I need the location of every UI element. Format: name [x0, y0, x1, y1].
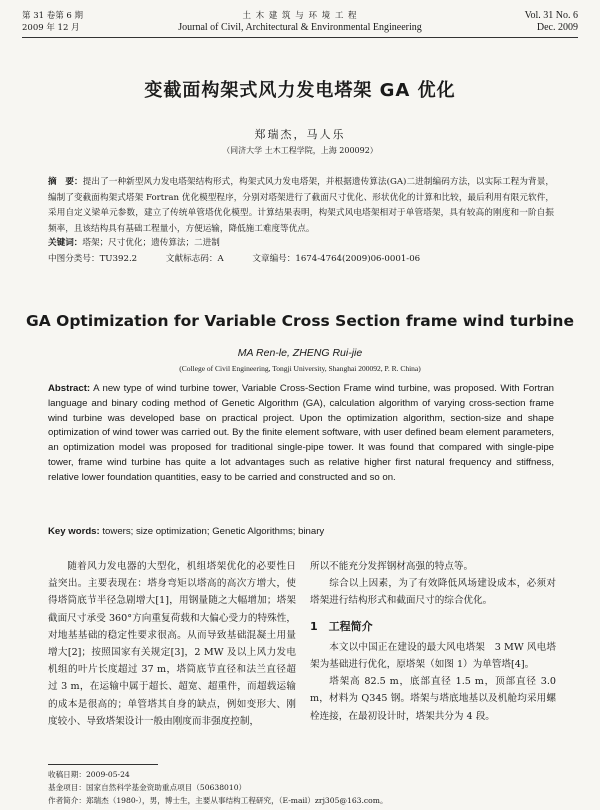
header-date-en: Dec. 2009: [536, 22, 578, 33]
header-date-cn: 2009 年 12 月: [22, 23, 80, 33]
authors-en: MA Ren-le, ZHENG Rui-jie: [237, 347, 363, 359]
keywords-en: [48, 526, 554, 537]
header-volume-info-en: [525, 10, 578, 34]
body-paragraph: 塔架高 82.5 m，底部直径 1.5 m，顶部直径 3.0 m，材料为 Q345 钢。塔架与塔底地基以及机舱均采用螺栓连接，在最初设计时，塔架共分为 4 段。: [310, 676, 556, 722]
header-volume-en: Vol. 31 No. 6: [524, 10, 578, 21]
keywords-cn: [48, 236, 554, 251]
paper-title-cn: 变截面构架式风力发电塔架 GA 优化: [144, 80, 456, 101]
section-heading: 1 工程简介: [310, 619, 373, 633]
keywords-cn-label: 关键词：: [48, 238, 83, 248]
footnote-author: 作者简介：郑瑞杰（1980-），男，博士生，主要从事结构工程研究，（E-mail）zrj305@163.com。: [48, 796, 388, 805]
abstract-en: [48, 382, 554, 486]
body-paragraph: 随着风力发电器的大型化，机组塔架优化的必要性日益突出。主要表现在：塔身弯矩以塔高的高次方增大，使得塔筒底节半径急剧增大[1]，用钢量随之大幅增加；塔架截面尺寸承受 360°方向重复荷载和大偏心受力的特殊性，对地基基础的稳定性要求很高。从而导致基础混凝土用量增大[2]；按照国家有关规定[3]，2 MW 及以上风力发电机组的叶片长度超过 37 m，塔筒底节直径和法兰直径超过 3 m，在运输中属于超长、超宽、超重件，而超载运输的成本是很高的；单管塔其自身的缺点，例如变形大、刚度较小、导致塔架设计一般由刚度而非强度控制，: [48, 561, 296, 727]
header-journal-name: [22, 10, 578, 34]
affiliation-en: (College of Civil Engineering, Tongji University, Shanghai 200092, P. R. China): [179, 364, 421, 373]
authors-cn: 郑瑞杰，马人乐: [254, 128, 346, 141]
classification-line: [48, 252, 554, 264]
paper-title-en: GA Optimization for Variable Cross Section frame wind turbine: [26, 312, 574, 330]
header-volume: 第 31 卷第 6 期: [22, 11, 84, 21]
footnote-received: 收稿日期：2009-05-24: [48, 770, 130, 779]
abstract-cn-text: 提出了一种新型风力发电塔架结构形式，构架式风力发电塔架，并根据遗传算法(GA)二进制编码方法，以实际工程为背景，编制了变截面构架式塔架 Fortran 优化模型程序，分别对塔架进行了截面尺寸优化、形状优化的计算和比较，最后利用有限元软件，采用自定义梁单元参数，建立了传统单管塔优化模型。计算结果表明，构架式风电塔架相对于单管塔架，具有较高的刚度和一阶自振频率，且该结构具有基础工程量小，方便运输，降低施工难度等优点。: [48, 177, 554, 234]
footnote-rule: [48, 764, 158, 765]
keywords-en-text: towers; size optimization; Genetic Algorithms; binary: [99, 526, 325, 537]
keywords-en-label: Key words:: [48, 526, 100, 537]
body-paragraph: 本文以中国正在建设的最大风电塔架 3 MW 风电塔架为基础进行优化，原塔架（如图 1）为单管塔[4]。: [310, 641, 556, 671]
abstract-cn: [48, 175, 554, 237]
journal-name-en: Journal of Civil, Architectural & Environmental Engineering: [178, 22, 422, 33]
body-column-left: [48, 558, 296, 730]
body-column-right: [310, 558, 556, 725]
keywords-cn-text: 塔架；尺寸优化；遗传算法；二进制: [82, 238, 220, 248]
footnote-fund: 基金项目：国家自然科学基金资助重点项目（50638010）: [48, 783, 247, 792]
clc-number: 中图分类号：TU392.2: [48, 254, 138, 264]
document-code: 文献标志码：A: [165, 254, 224, 264]
abstract-en-text: A new type of wind turbine tower, Variable Cross-Section Frame wind turbine, was proposed. With Fortran language and binary coding method of Genetic Algorithm (GA), calculation algorithm of varying cross-section frame wind turbine was developed base on practical project. Upon the optimization algorithm, section-size and shape optimization of wind tower was carried out. By the finite element software, with user defined beam element parameters, an optimization model was proposed for traditional single-pipe tower. It was found that compared with single-pipe tower, frame wind turbine has quite a lot advantages such as relative higher first natural frequency and stiffness, relative lower foundation quantities, easy to be carried and constructed and so on.: [48, 383, 554, 483]
body-paragraph: 综合以上因素，为了有效降低风场建设成本，必须对塔架进行结构形式和截面尺寸的综合优化。: [310, 578, 556, 607]
header-rule: [22, 37, 578, 38]
abstract-en-label: Abstract:: [48, 383, 91, 394]
article-number: 文章编号：1674-4764(2009)06-0001-06: [252, 254, 421, 264]
journal-name-cn: 土 木 建 筑 与 环 境 工 程: [242, 11, 358, 21]
affiliation-cn: （同济大学 土木工程学院，上海 200092）: [222, 146, 378, 155]
abstract-cn-label: 摘 要：: [48, 177, 83, 187]
body-paragraph: 所以不能充分发挥钢材高强的特点等。: [310, 561, 474, 572]
